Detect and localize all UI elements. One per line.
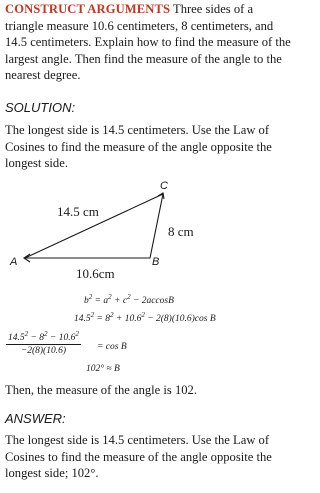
side-ab-label: 10.6cm — [76, 266, 115, 281]
triangle-diagram — [0, 172, 297, 290]
side-ac-label: 14.5 cm — [57, 204, 99, 219]
cosine-rhs: = cos B — [97, 342, 127, 352]
law-of-cosines-formula: $b^2 = a^2 + c^2 - 2accosB$ — [84, 293, 174, 306]
problem-body: Three sides of a triangle measure 10.6 centimeters, 8 centimeters, and 14.5 centimeters. Explain how to find the measure of the largest angle. Then find the measure of the angle to the nearest degree. — [5, 2, 291, 82]
fraction-denominator: −2(8)(10.6) — [20, 346, 67, 356]
substitution-equation: $14.5^2 = 8^2 + 10.6^2 - 2(8)(10.6)\cos$ B — [74, 311, 216, 324]
vertex-c-label: C — [160, 180, 168, 192]
arrow-c-icon — [158, 193, 164, 199]
solution-heading: SOLUTION: — [5, 100, 76, 115]
solution-conclusion: Then, the measure of the angle is 102. — [5, 383, 197, 397]
answer-heading: ANSWER: — [5, 411, 66, 426]
side-bc-label: 8 cm — [168, 224, 194, 239]
problem-keyword: CONSTRUCT ARGUMENTS — [5, 2, 171, 16]
angle-result: 102° ≈ B — [86, 364, 120, 374]
problem-text — [5, 1, 293, 84]
vertex-a-label: A — [10, 256, 18, 268]
cosine-fraction — [6, 330, 81, 356]
fraction-numerator: $14.5^2 - 8^2 - 10.6^2$ — [8, 330, 79, 343]
solution-intro: The longest side is 14.5 centimeters. Use the Law of Cosines to find the measure of the angle opposite the longest side. — [5, 123, 272, 170]
answer-text: The longest side is 14.5 centimeters. Use the Law of Cosines to find the measure of the angle opposite the longest side; 102°. — [5, 433, 272, 480]
vertex-b-label: B — [152, 256, 160, 268]
